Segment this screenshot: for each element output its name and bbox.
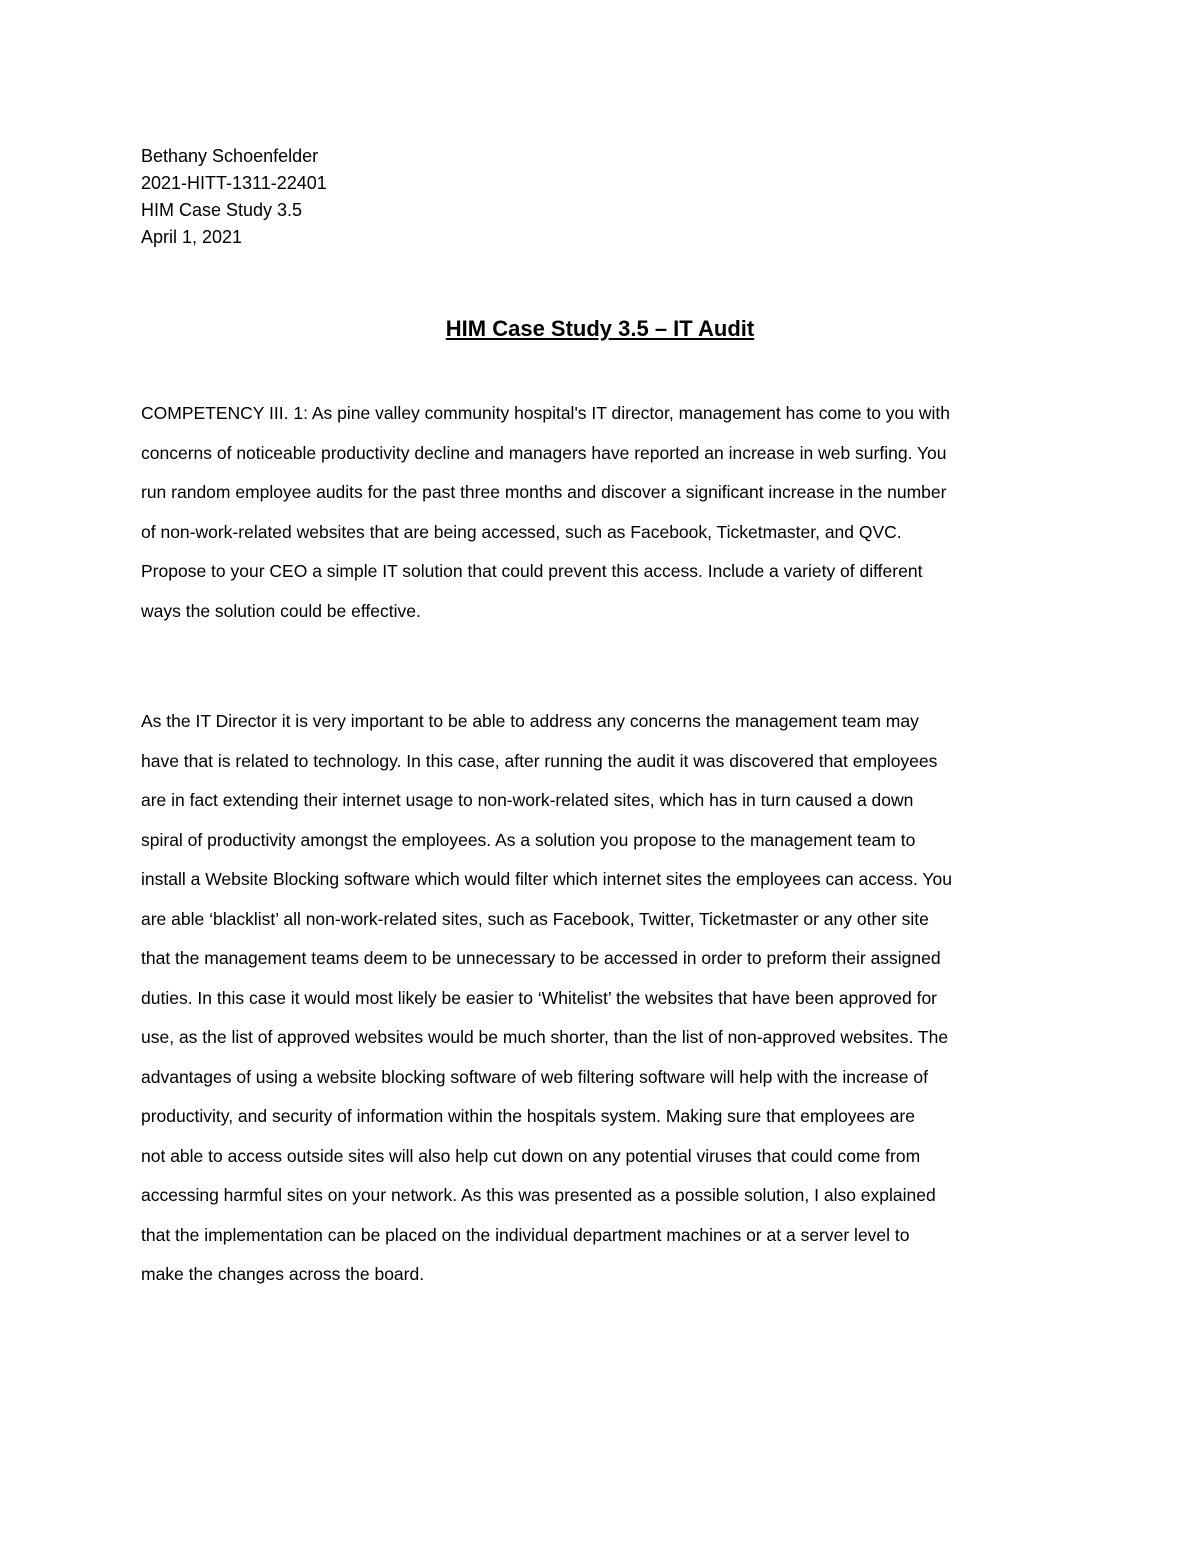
document-header — [141, 143, 327, 251]
paragraph-line: productivity, and security of information within the hospitals system. Making sure that employees are — [141, 1106, 915, 1126]
paragraph-line: Propose to your CEO a simple IT solution that could prevent this access. Include a variety of different — [141, 561, 923, 581]
document-title: HIM Case Study 3.5 – IT Audit — [445, 316, 755, 341]
document-date: April 1, 2021 — [141, 227, 243, 247]
paragraph-line: are able ‘blacklist’ all non-work-related sites, such as Facebook, Twitter, Ticketmaster or any other site — [141, 908, 929, 929]
response-paragraph — [141, 702, 1071, 1295]
paragraph-line: not able to access outside sites will also help cut down on any potential viruses that could come from — [141, 1145, 921, 1166]
paragraph-line: have that is related to technology. In this case, after running the audit it was discovered that employees — [141, 750, 938, 771]
paragraph-line: are in fact extending their internet usage to non-work-related sites, which has in turn caused a down — [141, 790, 914, 810]
paragraph-line: install a Website Blocking software which would filter which internet sites the employees can access. You — [141, 869, 952, 889]
assignment-name: HIM Case Study 3.5 — [141, 200, 303, 220]
paragraph-line: ways the solution could be effective. — [141, 600, 421, 621]
paragraph-line: advantages of using a website blocking software of web filtering software will help with the increase of — [141, 1066, 928, 1087]
paragraph-line: use, as the list of approved websites would be much shorter, than the list of non-approved websites. The — [141, 1027, 949, 1047]
paragraph-line: concerns of noticeable productivity decline and managers have reported an increase in web surfing. You — [141, 442, 947, 463]
paragraph-line: run random employee audits for the past three months and discover a significant increase in the number — [141, 482, 947, 502]
paragraph-line: duties. In this case it would most likely be easier to ‘Whitelist’ the websites that have been approved for — [141, 987, 938, 1008]
paragraph-line: COMPETENCY III. 1: As pine valley community hospital's IT director, management has come to you with — [141, 403, 951, 423]
paragraph-line: that the implementation can be placed on the individual department machines or at a server level to — [141, 1224, 910, 1245]
paragraph-line: As the IT Director it is very important to be able to address any concerns the management team may — [141, 711, 919, 731]
paragraph-line: spiral of productivity amongst the employees. As a solution you propose to the management team to — [141, 829, 916, 850]
author-name: Bethany Schoenfelder — [141, 146, 319, 166]
prompt-paragraph — [141, 394, 1071, 631]
paragraph-line: make the changes across the board. — [141, 1264, 425, 1284]
course-code: 2021-HITT-1311-22401 — [141, 173, 327, 193]
paragraph-line: accessing harmful sites on your network. As this was presented as a possible solution, I also explained — [141, 1185, 936, 1205]
paragraph-line: that the management teams deem to be unnecessary to be accessed in order to preform their assigned — [141, 948, 941, 968]
paragraph-line: of non-work-related websites that are being accessed, such as Facebook, Ticketmaster, and QVC. — [141, 521, 902, 542]
